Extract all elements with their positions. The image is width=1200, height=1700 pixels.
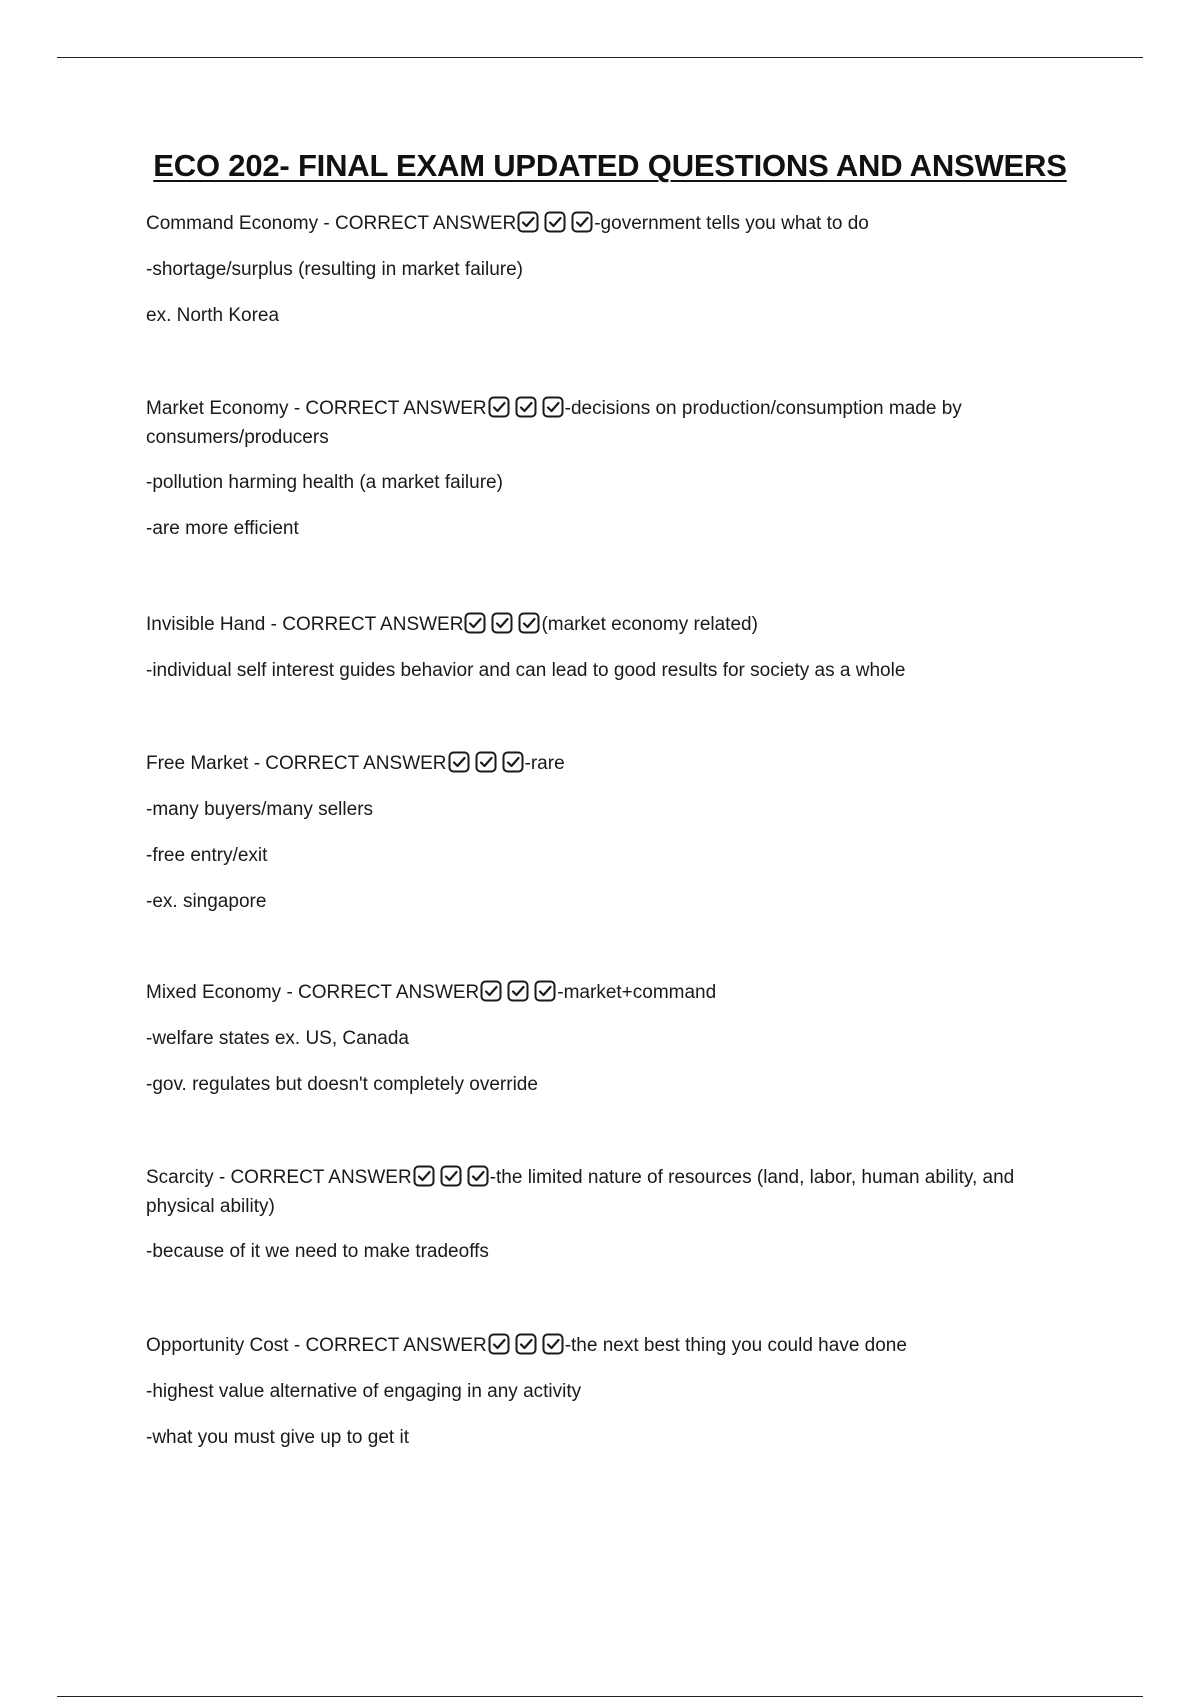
qa-term: Mixed Economy - CORRECT ANSWER	[146, 982, 480, 1003]
checkbox-checked-icon	[491, 612, 513, 634]
qa-item-command-economy	[146, 209, 1076, 347]
qa-note: -many buyers/many sellers	[146, 799, 374, 820]
qa-note: -highest value alternative of engaging in any activity	[146, 1381, 582, 1402]
checkbox-checked-icon	[571, 211, 593, 233]
qa-answer: -market+command	[557, 982, 717, 1003]
qa-note: -ex. singapore	[146, 891, 267, 912]
check-icons	[480, 980, 556, 1002]
qa-answer: (market economy related)	[541, 614, 758, 635]
qa-note: -gov. regulates but doesn't completely override	[146, 1074, 538, 1095]
qa-question-line	[146, 610, 1076, 640]
checkbox-checked-icon	[464, 612, 486, 634]
check-icons	[448, 751, 524, 773]
checkbox-checked-icon	[534, 980, 556, 1002]
check-icons	[488, 396, 564, 418]
qa-item-mixed-economy	[146, 978, 1076, 1116]
checkbox-checked-icon	[448, 751, 470, 773]
qa-note: -because of it we need to make tradeoffs	[146, 1241, 489, 1262]
qa-term: Market Economy - CORRECT ANSWER	[146, 398, 487, 419]
qa-item-market-economy	[146, 394, 1076, 560]
qa-item-opportunity-cost	[146, 1331, 1076, 1469]
qa-answer: -the next best thing you could have done	[564, 1335, 907, 1356]
qa-question-line	[146, 209, 1076, 239]
checkbox-checked-icon	[542, 1333, 564, 1355]
checkbox-checked-icon	[475, 751, 497, 773]
qa-question-line	[146, 394, 1076, 452]
qa-term: Opportunity Cost - CORRECT ANSWER	[146, 1335, 487, 1356]
qa-question-line	[146, 978, 1076, 1008]
document-title: ECO 202- FINAL EXAM UPDATED QUESTIONS AND ANSWERS	[153, 148, 1067, 183]
qa-term: Command Economy - CORRECT ANSWER	[146, 213, 517, 234]
qa-question-line	[146, 749, 1076, 779]
qa-note: -what you must give up to get it	[146, 1427, 409, 1448]
checkbox-checked-icon	[515, 396, 537, 418]
qa-answer: -government tells you what to do	[594, 213, 869, 234]
qa-question-line	[146, 1163, 1076, 1221]
checkbox-checked-icon	[488, 1333, 510, 1355]
qa-note: -pollution harming health (a market failure)	[146, 472, 503, 493]
qa-item-scarcity	[146, 1163, 1076, 1283]
footer-rule	[57, 1696, 1143, 1697]
checkbox-checked-icon	[440, 1165, 462, 1187]
qa-term: Invisible Hand - CORRECT ANSWER	[146, 614, 464, 635]
checkbox-checked-icon	[544, 211, 566, 233]
qa-note: -are more efficient	[146, 518, 299, 539]
qa-note: -free entry/exit	[146, 845, 268, 866]
checkbox-checked-icon	[518, 612, 540, 634]
qa-note: -welfare states ex. US, Canada	[146, 1028, 409, 1049]
checkbox-checked-icon	[413, 1165, 435, 1187]
check-icons	[488, 1333, 564, 1355]
qa-note: ex. North Korea	[146, 305, 280, 326]
qa-question-line	[146, 1331, 1076, 1361]
checkbox-checked-icon	[507, 980, 529, 1002]
qa-term: Scarcity - CORRECT ANSWER	[146, 1167, 412, 1188]
check-icons	[517, 211, 593, 233]
checkbox-checked-icon	[517, 211, 539, 233]
qa-answer: -rare	[524, 753, 565, 774]
qa-term: Free Market - CORRECT ANSWER	[146, 753, 447, 774]
checkbox-checked-icon	[542, 396, 564, 418]
qa-answer: -decisions on production/consumption made by consumers/producers	[146, 398, 962, 448]
header-rule	[57, 57, 1143, 58]
checkbox-checked-icon	[515, 1333, 537, 1355]
check-icons	[464, 612, 540, 634]
qa-item-invisible-hand	[146, 610, 1076, 702]
qa-answer: -the limited nature of resources (land, labor, human ability, and physical ability)	[146, 1167, 1015, 1217]
checkbox-checked-icon	[467, 1165, 489, 1187]
checkbox-checked-icon	[488, 396, 510, 418]
qa-item-free-market	[146, 749, 1076, 933]
qa-note: -individual self interest guides behavior and can lead to good results for society as a whole	[146, 660, 906, 681]
check-icons	[413, 1165, 489, 1187]
checkbox-checked-icon	[502, 751, 524, 773]
qa-note: -shortage/surplus (resulting in market failure)	[146, 259, 523, 280]
checkbox-checked-icon	[480, 980, 502, 1002]
